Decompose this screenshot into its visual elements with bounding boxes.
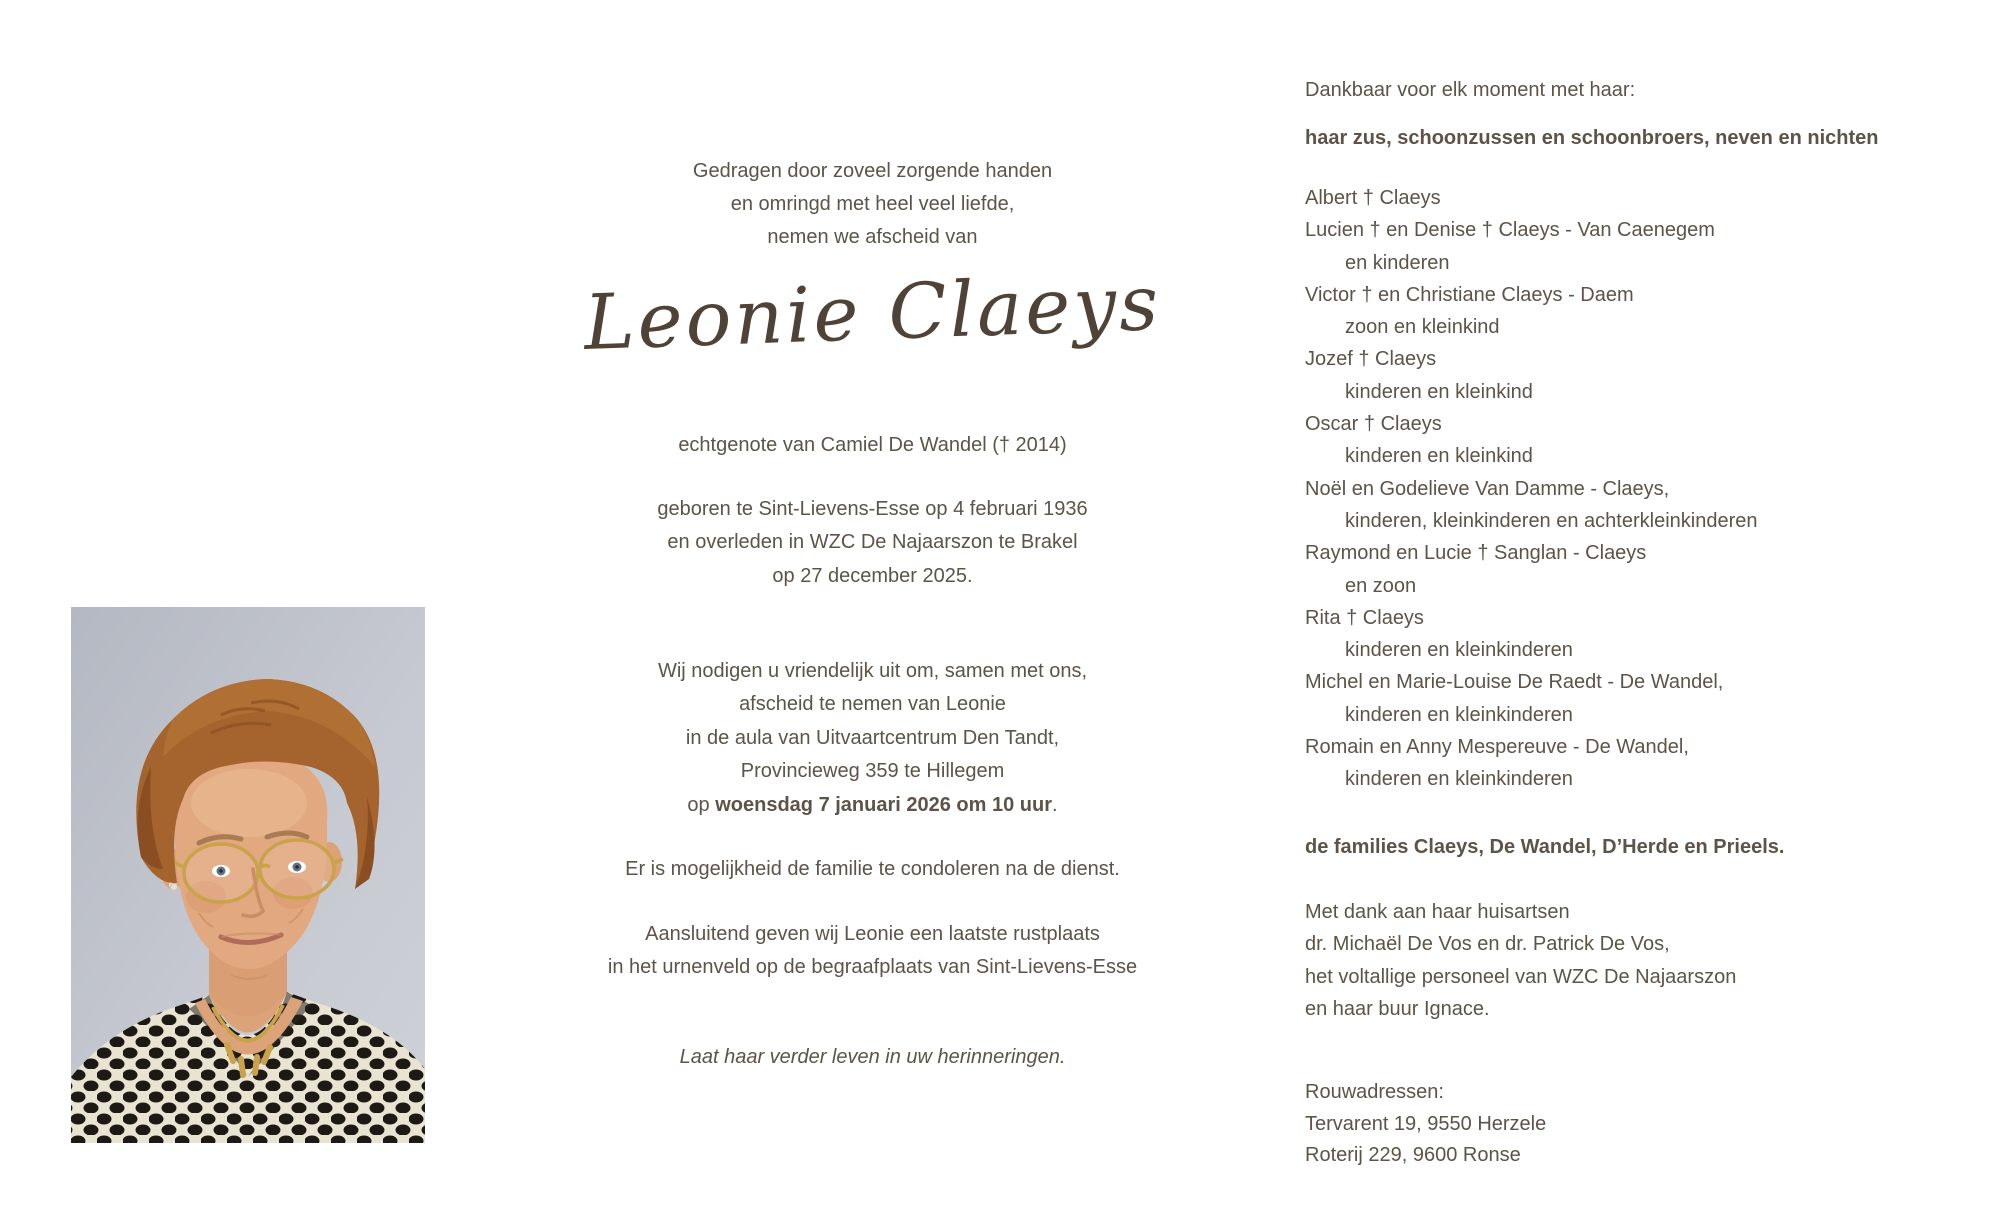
invite-line: in de aula van Uitvaartcentrum Den Tandt, — [685, 726, 1060, 749]
family-descendants: kinderen en kleinkind — [1345, 380, 1533, 403]
mourning-label: Rouwadressen: — [1305, 1081, 1444, 1103]
family-member: Noël en Godelieve Van Damme - Claeys, — [1305, 477, 1670, 500]
resting-line: Aansluitend geven wij Leonie een laatste rustplaats — [645, 923, 1100, 945]
family-descendants: kinderen, kleinkinderen en achterkleinkinderen — [1345, 509, 1758, 532]
deceased-name: Leonie Claeys — [582, 257, 1163, 368]
condolence-line: Er is mogelijkheid de familie te condoleren na de dienst. — [625, 858, 1120, 880]
date-prefix: op — [687, 793, 716, 816]
relations-header: haar zus, schoonzussen en schoonbroers, neven en nichten — [1305, 127, 1879, 149]
family-descendants: kinderen en kleinkinderen — [1345, 639, 1573, 662]
mourning-addresses — [1305, 1077, 1970, 1172]
closing-quote: Laat haar verder leven in uw herinneringen. — [679, 1046, 1066, 1068]
portrait-illustration — [71, 607, 425, 1143]
intro-text — [565, 155, 1180, 254]
ceremony-date: woensdag 7 januari 2026 om 10 uur — [715, 793, 1053, 816]
life-dates — [565, 493, 1180, 593]
death-date-line: op 27 december 2025. — [772, 564, 973, 587]
family-member: Oscar † Claeys — [1305, 413, 1442, 436]
families-line: de families Claeys, De Wandel, D’Herde en Prieels. — [1305, 836, 1785, 858]
family-list — [1305, 182, 1970, 796]
family-descendants: kinderen en kleinkind — [1345, 445, 1533, 468]
intro-line: en omringd met heel veel liefde, — [730, 193, 1015, 215]
thanks-line: het voltallige personeel van WZC De Najaarszon — [1305, 965, 1737, 988]
date-suffix: . — [1052, 793, 1058, 816]
family-member: Rita † Claeys — [1305, 606, 1424, 629]
family-descendants: zoon en kleinkind — [1345, 316, 1500, 339]
resting-place — [565, 918, 1180, 984]
family-member: Raymond en Lucie † Sanglan - Claeys — [1305, 542, 1647, 565]
family-member: Jozef † Claeys — [1305, 348, 1437, 371]
family-member: Michel en Marie-Louise De Raedt - De Wandel, — [1305, 671, 1724, 694]
thanks-line: Met dank aan haar huisartsen — [1305, 901, 1570, 923]
intro-line: nemen we afscheid van — [767, 226, 978, 248]
family-member: Lucien † en Denise † Claeys - Van Caenegem — [1305, 219, 1715, 242]
invite-line: Wij nodigen u vriendelijk uit om, samen met ons, — [657, 660, 1088, 682]
family-member: Romain en Anny Mespereuve - De Wandel, — [1305, 736, 1689, 759]
family-member: Victor † en Christiane Claeys - Daem — [1305, 283, 1634, 306]
gratitude-line: Dankbaar voor elk moment met haar: — [1305, 79, 1636, 101]
earring — [171, 884, 178, 891]
family-member: Albert † Claeys — [1305, 187, 1441, 209]
birth-line: geboren te Sint-Lievens-Esse op 4 februari 1936 — [657, 498, 1088, 520]
portrait-photo — [71, 607, 425, 1143]
family-descendants: en zoon — [1345, 574, 1417, 597]
invite-line: afscheid te nemen van Leonie — [739, 693, 1006, 716]
thanks-block — [1305, 896, 1970, 1025]
intro-line: Gedragen door zoveel zorgende handen — [692, 160, 1053, 182]
invite-line: Provincieweg 359 te Hillegem — [740, 760, 1005, 783]
family-descendants: kinderen en kleinkinderen — [1345, 703, 1573, 726]
thanks-line: dr. Michaël De Vos en dr. Patrick De Vos, — [1305, 933, 1670, 956]
resting-line: in het urnenveld op de begraafplaats van Sint-Lievens-Esse — [607, 956, 1138, 978]
death-place-line: en overleden in WZC De Najaarszon te Brakel — [667, 531, 1078, 554]
spouse-line: echtgenote van Camiel De Wandel († 2014) — [678, 434, 1067, 456]
mourning-address: Tervarent 19, 9550 Herzele — [1305, 1112, 1547, 1135]
family-descendants: en kinderen — [1345, 251, 1450, 274]
ceremony-date-line — [565, 789, 1180, 822]
mourning-address: Roterij 229, 9600 Ronse — [1305, 1144, 1521, 1166]
ceremony-invitation — [565, 655, 1180, 822]
family-descendants: kinderen en kleinkinderen — [1345, 768, 1573, 791]
thanks-line: en haar buur Ignace. — [1305, 997, 1490, 1020]
